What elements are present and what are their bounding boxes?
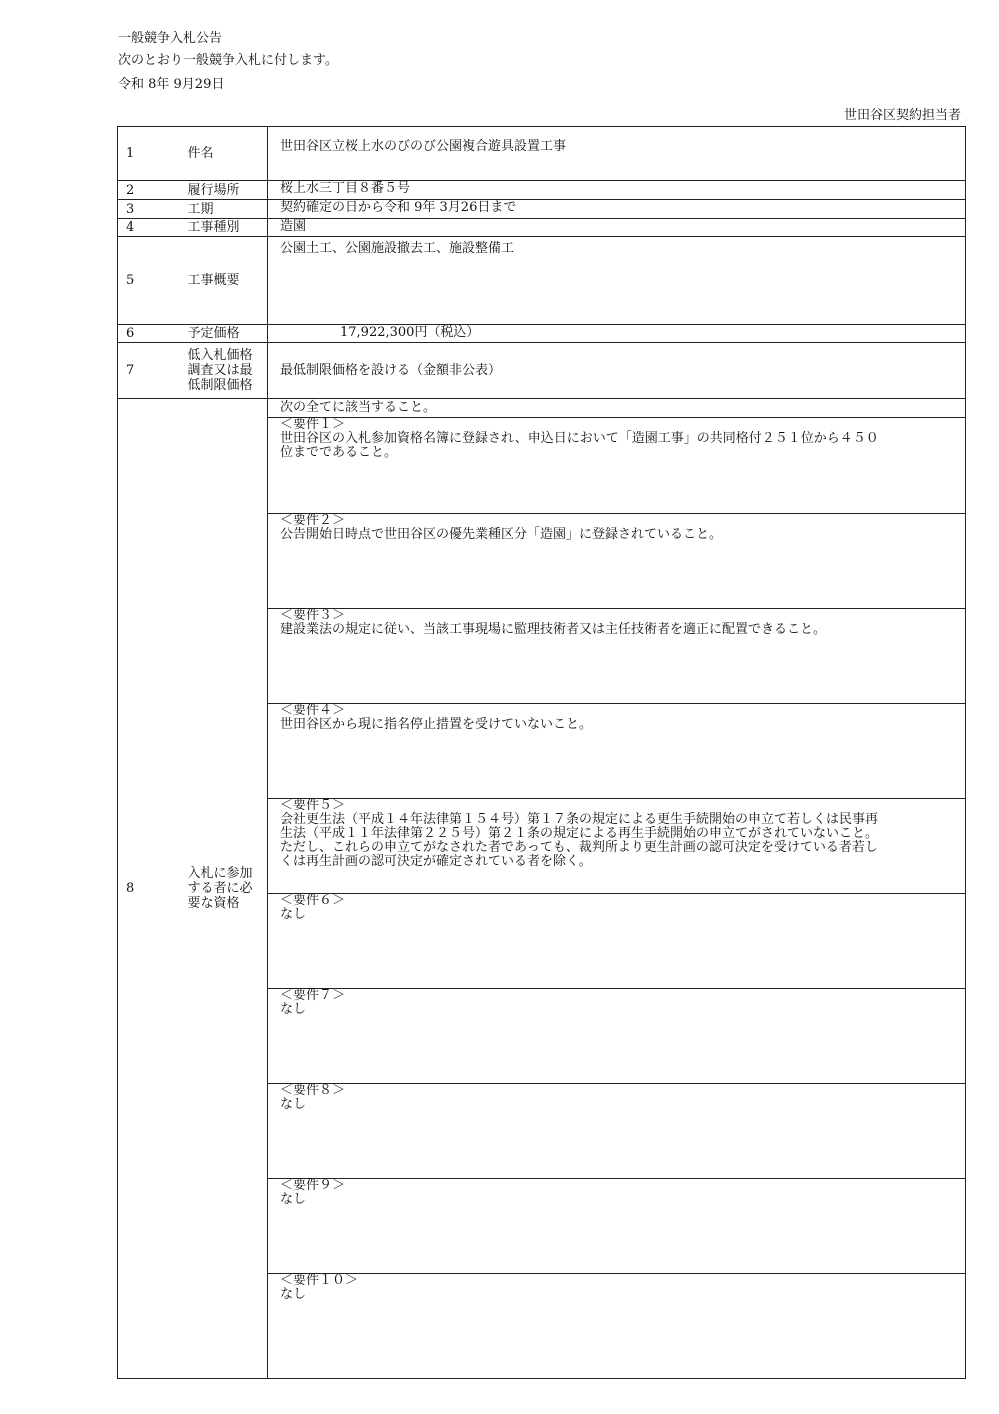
requirements-cell <box>268 399 966 1379</box>
row-label: 工事種別 <box>154 219 268 237</box>
row-period <box>118 200 966 219</box>
row-label: 入札に参加 する者に必 要な資格 <box>154 399 268 1379</box>
requirement-title: ＜要件３＞ <box>280 608 346 623</box>
notice-date: 令和 8年 9月29日 <box>118 77 225 92</box>
row-work-type <box>118 219 966 237</box>
row-label: 低入札価格 調査又は最 低制限価格 <box>154 343 268 399</box>
requirement-item <box>268 988 965 1083</box>
row-number: 8 <box>118 399 154 1379</box>
row-label: 工期 <box>154 200 268 219</box>
requirement-item <box>268 513 965 608</box>
row-label: 予定価格 <box>154 325 268 343</box>
requirement-title: ＜要件７＞ <box>280 988 346 1003</box>
requirement-item <box>268 1178 965 1273</box>
requirement-text: 世田谷区の入札参加資格名簿に登録され、申込日において「造園工事」の共同格付２５１位から４５０位までであること。 <box>280 431 879 460</box>
row-label: 履行場所 <box>154 181 268 200</box>
requirement-item <box>268 1083 965 1178</box>
requirement-item <box>268 608 965 703</box>
row-value: 契約確定の日から令和 9年 3月26日まで <box>268 200 966 219</box>
row-number: 1 <box>118 127 154 181</box>
requirement-text: 建設業法の規定に従い、当該工事現場に監理技術者又は主任技術者を適正に配置できること。 <box>280 622 827 637</box>
requirement-text: なし <box>280 1097 307 1112</box>
row-summary <box>118 237 966 325</box>
row-project-name <box>118 127 966 181</box>
row-label: 工事概要 <box>154 237 268 325</box>
requirement-title: ＜要件５＞ <box>280 798 346 813</box>
row-number: 4 <box>118 219 154 237</box>
requirement-text: なし <box>280 1287 307 1302</box>
requirement-item <box>268 1273 965 1370</box>
notice-table <box>117 126 966 1379</box>
row-number: 7 <box>118 343 154 399</box>
requirement-text: 世田谷区から現に指名停止措置を受けていないこと。 <box>280 717 593 732</box>
notice-title: 一般競争入札公告 <box>118 31 223 46</box>
requirement-title: ＜要件１０＞ <box>280 1273 359 1288</box>
requirement-text: なし <box>280 1002 307 1017</box>
requirements-list <box>268 418 965 1370</box>
row-value: 17,922,300円（税込） <box>268 325 966 343</box>
row-number: 3 <box>118 200 154 219</box>
row-number: 5 <box>118 237 154 325</box>
requirement-item <box>268 703 965 798</box>
row-value: 世田谷区立桜上水のびのび公園複合遊具設置工事 <box>268 127 966 181</box>
row-location <box>118 181 966 200</box>
requirement-title: ＜要件６＞ <box>280 893 346 908</box>
row-label: 件名 <box>154 127 268 181</box>
requirement-title: ＜要件１＞ <box>280 417 346 432</box>
requirements-intro: 次の全てに該当すること。 <box>268 399 965 418</box>
requirement-title: ＜要件９＞ <box>280 1178 346 1193</box>
requirement-item <box>268 418 965 513</box>
requirement-text: なし <box>280 907 307 922</box>
row-price <box>118 325 966 343</box>
requirement-title: ＜要件２＞ <box>280 513 346 528</box>
requirement-text: 公告開始日時点で世田谷区の優先業種区分「造園」に登録されていること。 <box>280 527 723 542</box>
requirement-title: ＜要件８＞ <box>280 1083 346 1098</box>
requirement-item <box>268 798 965 893</box>
notice-intro: 次のとおり一般競争入札に付します。 <box>118 53 338 68</box>
requirement-text: 会社更生法（平成１４年法律第１５４号）第１７条の規定による更生手続開始の申立て若しくは民事再生法（平成１１年法律第２２５号）第２１条の規定による再生手続開始の申立てがされていないこと。ただし、これらの申立てがなされた者であっても、裁判所より更生計画の認可決定を受けている者若しくは再生計画の認可決定が確定されている者を除く。 <box>280 812 879 869</box>
row-min-price <box>118 343 966 399</box>
row-number: 6 <box>118 325 154 343</box>
contract-office: 世田谷区契約担当者 <box>843 108 961 123</box>
row-number: 2 <box>118 181 154 200</box>
row-value: 最低制限価格を設ける（金額非公表） <box>268 343 966 399</box>
requirement-text: なし <box>280 1192 307 1207</box>
row-value: 桜上水三丁目８番５号 <box>268 181 966 200</box>
requirement-title: ＜要件４＞ <box>280 703 346 718</box>
row-qualifications <box>118 399 966 1379</box>
requirement-item <box>268 893 965 988</box>
row-value: 造園 <box>268 219 966 237</box>
row-value: 公園土工、公園施設撤去工、施設整備工 <box>268 237 966 325</box>
